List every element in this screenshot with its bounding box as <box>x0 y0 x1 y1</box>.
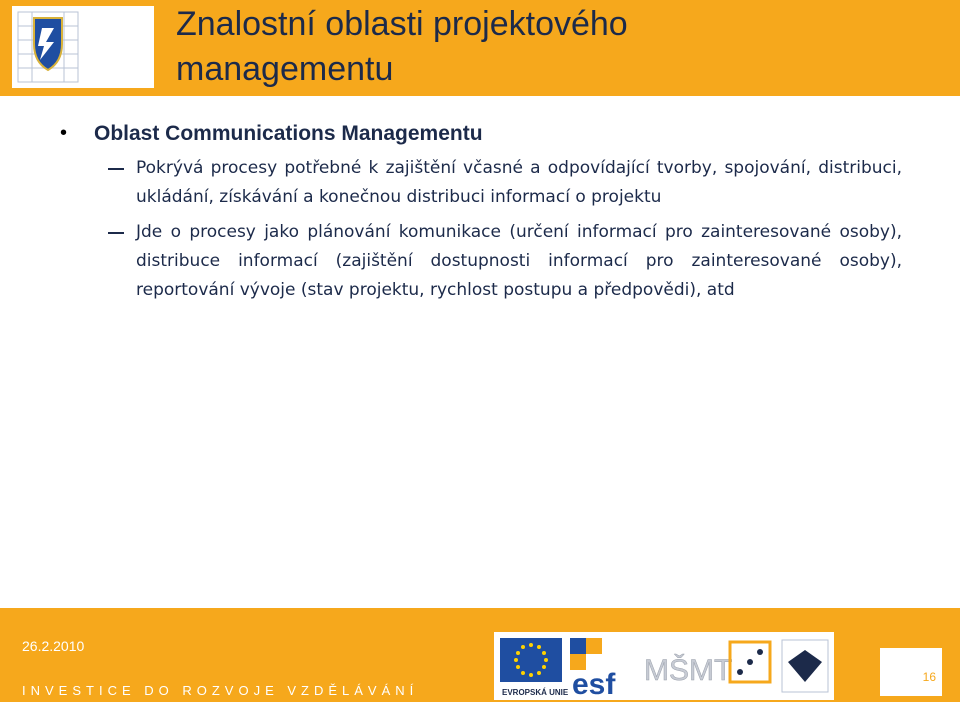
esf-logo-icon <box>570 638 616 700</box>
list-item <box>108 154 902 212</box>
page-title <box>176 2 628 92</box>
list-item-text: Jde o procesy jako plánování komunikace (určení informací pro zainteresované osoby), distribuce informací (zajištění dostupnosti informací pro zainteresované osoby), reportování vývoje (stav projektu, rychlost postupu a předpovědi), atd <box>136 222 902 300</box>
list-item-text: Pokrývá procesy potřebné k zajištění včasné a odpovídající tvorby, spojování, distribuci, ukládání, získávání a konečnou distribuci informací o projektu <box>136 158 902 207</box>
university-logo <box>12 6 154 88</box>
footer-slogan: INVESTICE DO ROZVOJE VZDĚLÁVÁNÍ <box>22 683 419 698</box>
op-logo-icon <box>730 642 770 682</box>
title-line-2: managementu <box>176 50 394 88</box>
page-number: 16 <box>922 670 936 684</box>
bullet-dot-icon: • <box>60 122 68 144</box>
eu-label: EVROPSKÁ UNIE <box>502 688 569 697</box>
msmt-label: MŠMT <box>644 654 733 687</box>
esf-label: esf <box>572 668 616 700</box>
slide-header <box>0 0 960 96</box>
list-item <box>108 218 902 305</box>
title-line-1: Znalostní oblasti projektového <box>176 5 628 43</box>
shield-icon <box>12 6 154 88</box>
slide-footer <box>0 608 960 702</box>
footer-date: 26.2.2010 <box>22 638 85 654</box>
page-number-box <box>880 648 942 696</box>
sponsor-logos <box>494 632 834 700</box>
main-bullet-text: Oblast Communications Managementu <box>94 122 483 145</box>
msmt-logo-icon <box>644 653 732 687</box>
eu-flag-icon <box>500 638 569 697</box>
university-small-logo-icon <box>782 640 828 692</box>
